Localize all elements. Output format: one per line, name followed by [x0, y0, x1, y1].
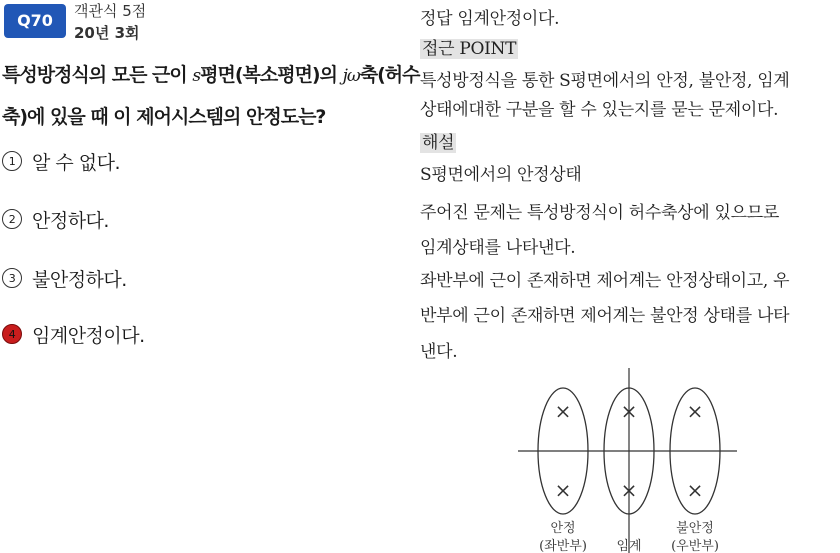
- root-mark: ×: [686, 399, 704, 423]
- root-mark: ×: [620, 478, 638, 502]
- option-label: 안정하다.: [32, 209, 109, 232]
- unstable-sublabel: (우반부): [671, 539, 719, 553]
- commentary-line: 좌반부에 근이 존재하면 제어계는 안정상태이고, 우: [420, 271, 790, 291]
- unstable-label: 불안정: [676, 521, 714, 536]
- s-plane-figure: [515, 368, 745, 553]
- commentary-line: S평면에서의 안정상태: [420, 165, 582, 185]
- option-number: 2: [2, 209, 22, 229]
- approach-label: 접근 POINT: [422, 39, 517, 59]
- question-number-badge: Q70: [4, 4, 66, 38]
- option-4-selected[interactable]: [2, 321, 145, 347]
- option-label: 임계안정이다.: [32, 324, 145, 347]
- commentary-line: 반부에 근이 존재하면 제어계는 불안정 상태를 나타: [420, 306, 790, 326]
- question-type: 객관식 5점: [74, 2, 147, 20]
- selected-option-number: 4: [2, 324, 22, 344]
- question-text-line2: 축)에 있을 때 이 제어시스템의 안정도는?: [2, 106, 326, 128]
- question-text-line1: 특성방정식의 모든 근이 s평면(복소평면)의 jω축(허수: [2, 64, 420, 86]
- approach-text-line2: 상태에대한 구분을 할 수 있는지를 묻는 문제이다.: [420, 100, 779, 120]
- option-1[interactable]: [2, 148, 120, 174]
- question-exam: 20년 3회: [74, 24, 140, 42]
- stable-sublabel: (좌반부): [539, 539, 587, 553]
- approach-text-line1: 특성방정식을 통한 S평면에서의 안정, 불안정, 임계: [420, 71, 790, 91]
- option-number: 1: [2, 151, 22, 171]
- root-mark: ×: [554, 478, 572, 502]
- critical-label: 임계: [616, 539, 642, 553]
- option-label: 알 수 없다.: [32, 151, 121, 174]
- option-3[interactable]: [2, 265, 127, 291]
- commentary-line: 주어진 문제는 특성방정식이 허수축상에 있으므로: [420, 203, 779, 223]
- option-number: 3: [2, 268, 22, 288]
- root-mark: ×: [620, 399, 638, 423]
- stable-label: 안정: [550, 521, 576, 536]
- option-2[interactable]: [2, 206, 109, 232]
- commentary-line: 낸다.: [420, 342, 458, 362]
- commentary-line: 임계상태를 나타낸다.: [420, 238, 576, 258]
- root-mark: ×: [554, 399, 572, 423]
- option-label: 불안정하다.: [32, 268, 127, 291]
- root-mark: ×: [686, 478, 704, 502]
- commentary-label: 해설: [422, 133, 455, 153]
- answer-line: 정답 임계안정이다.: [420, 9, 560, 29]
